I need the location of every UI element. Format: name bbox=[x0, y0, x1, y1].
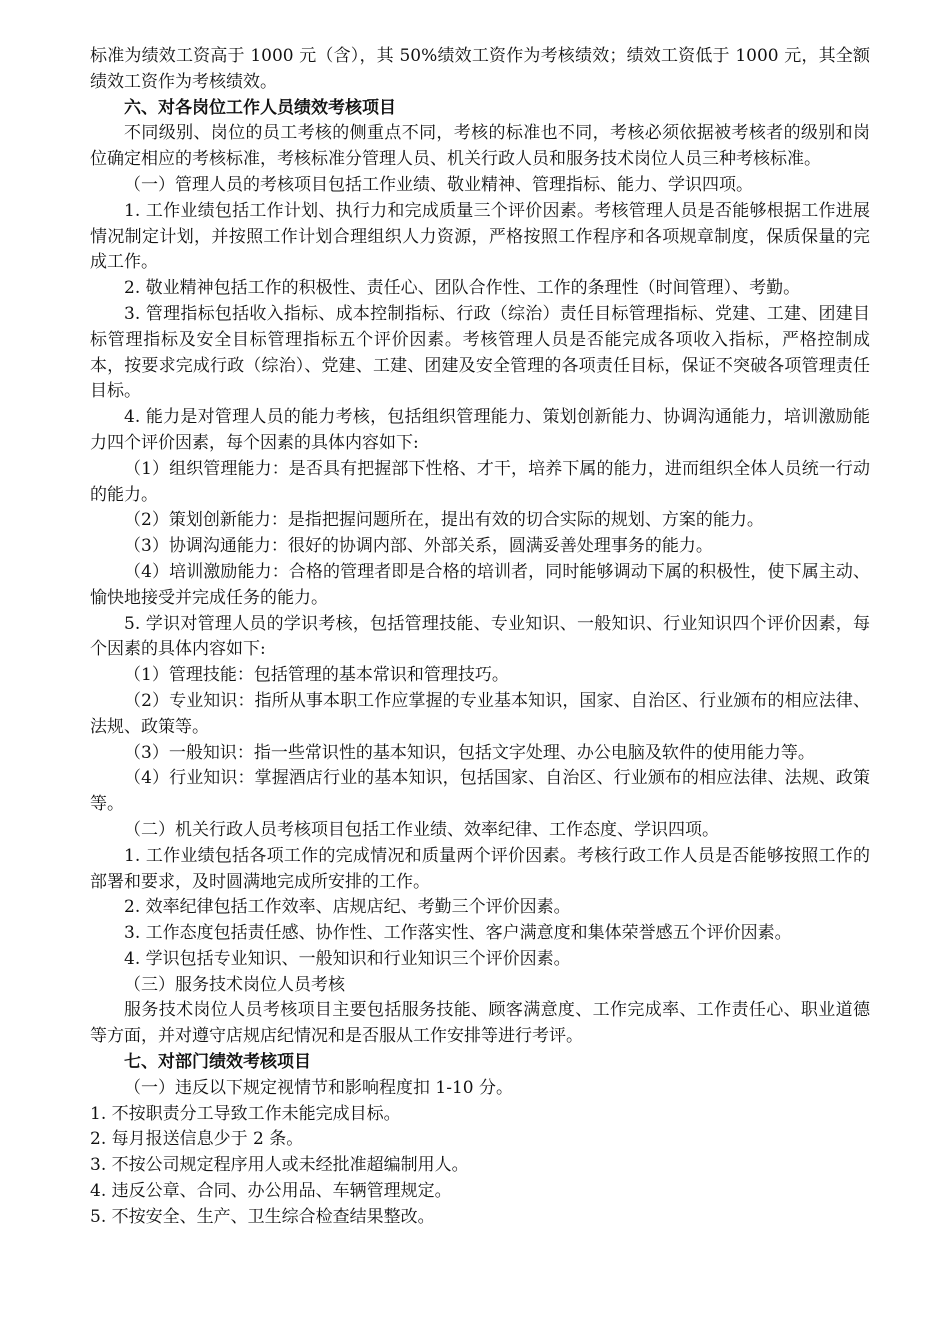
list-item-dedication: 2. 敬业精神包括工作的积极性、责任心、团队合作性、工作的条理性（时间管理）、考勤。 bbox=[124, 278, 801, 299]
deduction-item-5: 5. 不按安全、生产、卫生综合检查结果整改。 bbox=[90, 1206, 435, 1227]
paragraph-service-staff: 服务技术岗位人员考核项目主要包括服务技能、顾客满意度、工作完成率、工作责任心、职业道德等方面，并对遵守店规店纪情况和是否服从工作安排等进行考评。 bbox=[90, 1000, 870, 1047]
list-item-knowledge: 5. 学识对管理人员的学识考核，包括管理技能、专业知识、一般知识、行业知识四个评价因素，每个因素的具体内容如下: bbox=[90, 613, 870, 660]
deduction-item-2: 2. 每月报送信息少于 2 条。 bbox=[90, 1129, 304, 1150]
list-item-admin-knowledge: 4. 学识包括专业知识、一般知识和行业知识三个评价因素。 bbox=[124, 948, 571, 969]
paragraph-salary-standard: 标准为绩效工资高于 1000 元（含），其 50%绩效工资作为考核绩效；绩效工资低于 1000 元，其全额绩效工资作为考核绩效。 bbox=[90, 46, 870, 92]
list-item-efficiency: 2. 效率纪律包括工作效率、店规店纪、考勤三个评价因素。 bbox=[124, 897, 571, 918]
section-heading-7: 七、对部门绩效考核项目 bbox=[124, 1052, 311, 1073]
list-item-ability: 4. 能力是对管理人员的能力考核，包括组织管理能力、策划创新能力、协调沟通能力，培训激励能力四个评价因素，每个因素的具体内容如下: bbox=[90, 407, 870, 453]
sub-item-general-knowledge: （3）一般知识：指一些常识性的基本知识，包括文字处理、办公电脑及软件的使用能力等。 bbox=[124, 742, 815, 763]
deduction-item-4: 4. 违反公章、合同、办公用品、车辆管理规定。 bbox=[90, 1181, 452, 1202]
sub-item-industry-knowledge: （4）行业知识：掌握酒店行业的基本知识，包括国家、自治区、行业颁布的相应法律、法规、政策等。 bbox=[90, 768, 870, 815]
paragraph-intro: 不同级别、岗位的员工考核的侧重点不同，考核的标准也不同，考核必须依据被考核者的级别和岗位确定相应的考核标准，考核标准分管理人员、机关行政人员和服务技术岗位人员三种考核标准。 bbox=[90, 123, 870, 170]
subsection-heading-2: （二）机关行政人员考核项目包括工作业绩、效率纪律、工作态度、学识四项。 bbox=[124, 819, 719, 840]
list-item-management-indicators: 3. 管理指标包括收入指标、成本控制指标、行政（综治）责任目标管理指标、党建、工建、团建目标管理指标及安全目标管理指标五个评价因素。考核管理人员是否能完成各项收入指标，严格控制成本，按要求完成行政（综治）、党建、工建、团建及安全管理的各项责任目标，保证不突破各项管理责任目标。 bbox=[90, 303, 870, 402]
deduction-item-1: 1. 不按职责分工导致工作未能完成目标。 bbox=[90, 1103, 401, 1124]
subsection-heading-1: （一）管理人员的考核项目包括工作业绩、敬业精神、管理指标、能力、学识四项。 bbox=[124, 174, 753, 195]
sub-item-planning: （2）策划创新能力：是指把握问题所在，提出有效的切合实际的规划、方案的能力。 bbox=[124, 510, 764, 531]
list-item-admin-performance: 1. 工作业绩包括各项工作的完成情况和质量两个评价因素。考核行政工作人员是否能够按照工作的部署和要求，及时圆满地完成所安排的工作。 bbox=[90, 845, 870, 892]
subsection-heading-3: （三）服务技术岗位人员考核 bbox=[124, 974, 345, 995]
sub-item-training: （4）培训激励能力：合格的管理者即是合格的培训者，同时能够调动下属的积极性，使下属主动、愉快地接受并完成任务的能力。 bbox=[90, 561, 870, 608]
sub-item-organization: （1）组织管理能力：是否具有把握部下性格、才干，培养下属的能力，进而组织全体人员统一行动的能力。 bbox=[90, 458, 870, 505]
sub-item-professional-knowledge: （2）专业知识：指所从事本职工作应掌握的专业基本知识，国家、自治区、行业颁布的相应法律、法规、政策等。 bbox=[90, 690, 870, 737]
list-item-work-performance: 1. 工作业绩包括工作计划、执行力和完成质量三个评价因素。考核管理人员是否能够根据工作进展情况制定计划，并按照工作计划合理组织人力资源，严格按照工作程序和各项规章制度，保质保量的完成工作。 bbox=[90, 200, 870, 273]
subsection-heading-deductions: （一）违反以下规定视情节和影响程度扣 1-10 分。 bbox=[124, 1077, 513, 1098]
section-heading-6: 六、对各岗位工作人员绩效考核项目 bbox=[124, 97, 396, 118]
sub-item-coordination: （3）协调沟通能力：很好的协调内部、外部关系，圆满妥善处理事务的能力。 bbox=[124, 536, 713, 557]
list-item-attitude: 3. 工作态度包括责任感、协作性、工作落实性、客户满意度和集体荣誉感五个评价因素。 bbox=[124, 923, 792, 944]
sub-item-management-skills: （1）管理技能：包括管理的基本常识和管理技巧。 bbox=[124, 665, 509, 686]
deduction-item-3: 3. 不按公司规定程序用人或未经批准超编制用人。 bbox=[90, 1155, 469, 1176]
